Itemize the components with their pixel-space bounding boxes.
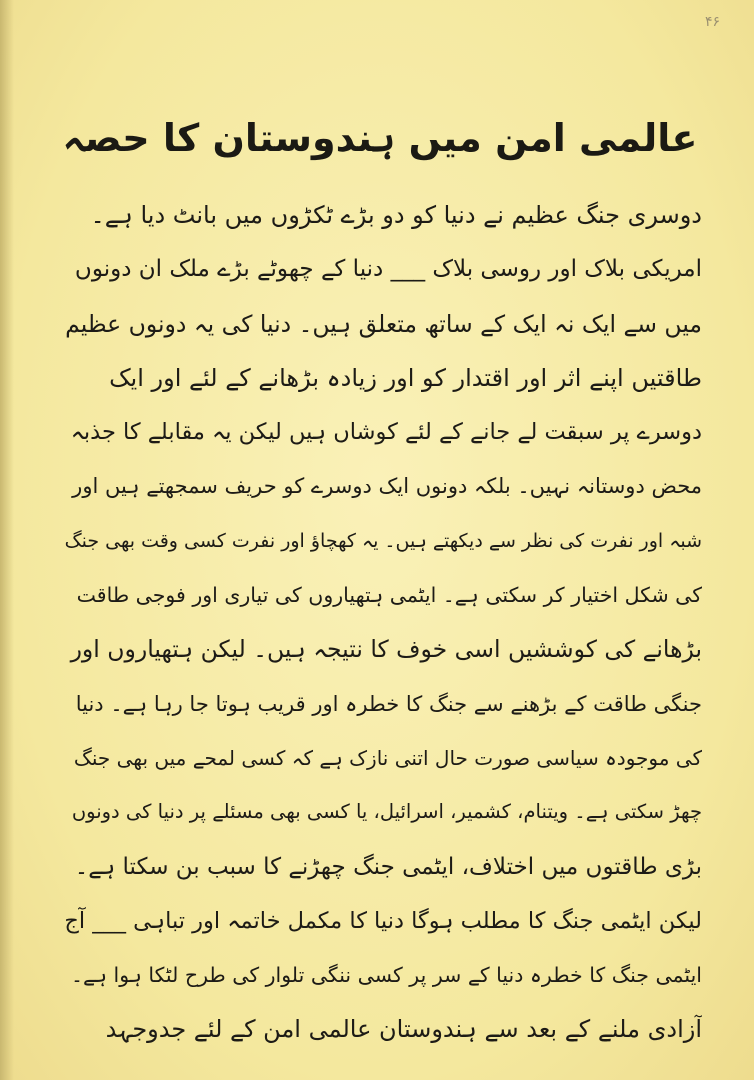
text-line: امریکی بلاک اور روسی بلاک ___ دنیا کے چھوٹے بڑے ملک ان دونوں	[74, 256, 702, 283]
text-line: ایٹمی جنگ کا خطرہ دنیا کے سر پر کسی ننگی تلوار کی طرح لٹکا ہوا ہے۔	[71, 963, 702, 988]
text-line: کی شکل اختیار کر سکتی ہے۔ ایٹمی ہتھیاروں کی تیاری اور فوجی طاقت	[76, 583, 702, 608]
text-line: بڑھانے کی کوششیں اسی خوف کا نتیجہ ہیں۔ لیکن ہتھیاروں اور	[70, 635, 702, 664]
page-title: عالمی امن میں ہندوستان کا حصہ	[62, 116, 698, 161]
text-line: چھڑ سکتی ہے۔ ویتنام، کشمیر، اسرائیل، یا کسی بھی مسئلے پر دنیا کی دونوں	[71, 800, 702, 824]
text-line: لیکن ایٹمی جنگ کا مطلب ہوگا دنیا کا مکمل خاتمہ اور تباہی ___ آج	[64, 907, 702, 934]
text-line: شبہ اور نفرت کی نظر سے دیکھتے ہیں۔ یہ کھچاؤ اور نفرت کسی وقت بھی جنگ	[64, 529, 702, 552]
text-line: طاقتیں اپنے اثر اور اقتدار کو اور زیادہ بڑھانے کے لئے اور ایک	[109, 363, 702, 392]
page-number: ۴۶	[704, 14, 720, 30]
text-line: جنگی طاقت کے بڑھنے سے جنگ کا خطرہ اور قریب ہوتا جا رہا ہے۔ دنیا	[75, 691, 702, 716]
text-line: محض دوستانہ نہیں۔ بلکہ دونوں ایک دوسرے کو حریف سمجھتے ہیں اور	[72, 474, 702, 499]
body-text	[62, 188, 702, 1057]
page-binding-shadow	[0, 0, 14, 1080]
text-line: بڑی طاقتوں میں اختلاف، ایٹمی جنگ چھڑنے کا سبب بن سکتا ہے۔	[74, 853, 702, 880]
text-line: دوسری جنگ عظیم نے دنیا کو دو بڑے ٹکڑوں میں بانٹ دیا ہے۔	[90, 201, 702, 229]
text-line: آزادی ملنے کے بعد سے ہندوستان عالمی امن کے لئے جدوجہد	[105, 1015, 702, 1044]
text-line: میں سے ایک نہ ایک کے ساتھ متعلق ہیں۔ دنیا کی یہ دونوں عظیم	[65, 309, 702, 338]
text-line: دوسرے پر سبقت لے جانے کے لئے کوشاں ہیں لیکن یہ مقابلے کا جذبہ	[70, 419, 702, 446]
text-line: کی موجودہ سیاسی صورت حال اتنی نازک ہے کہ کسی لمحے میں بھی جنگ	[73, 745, 702, 770]
